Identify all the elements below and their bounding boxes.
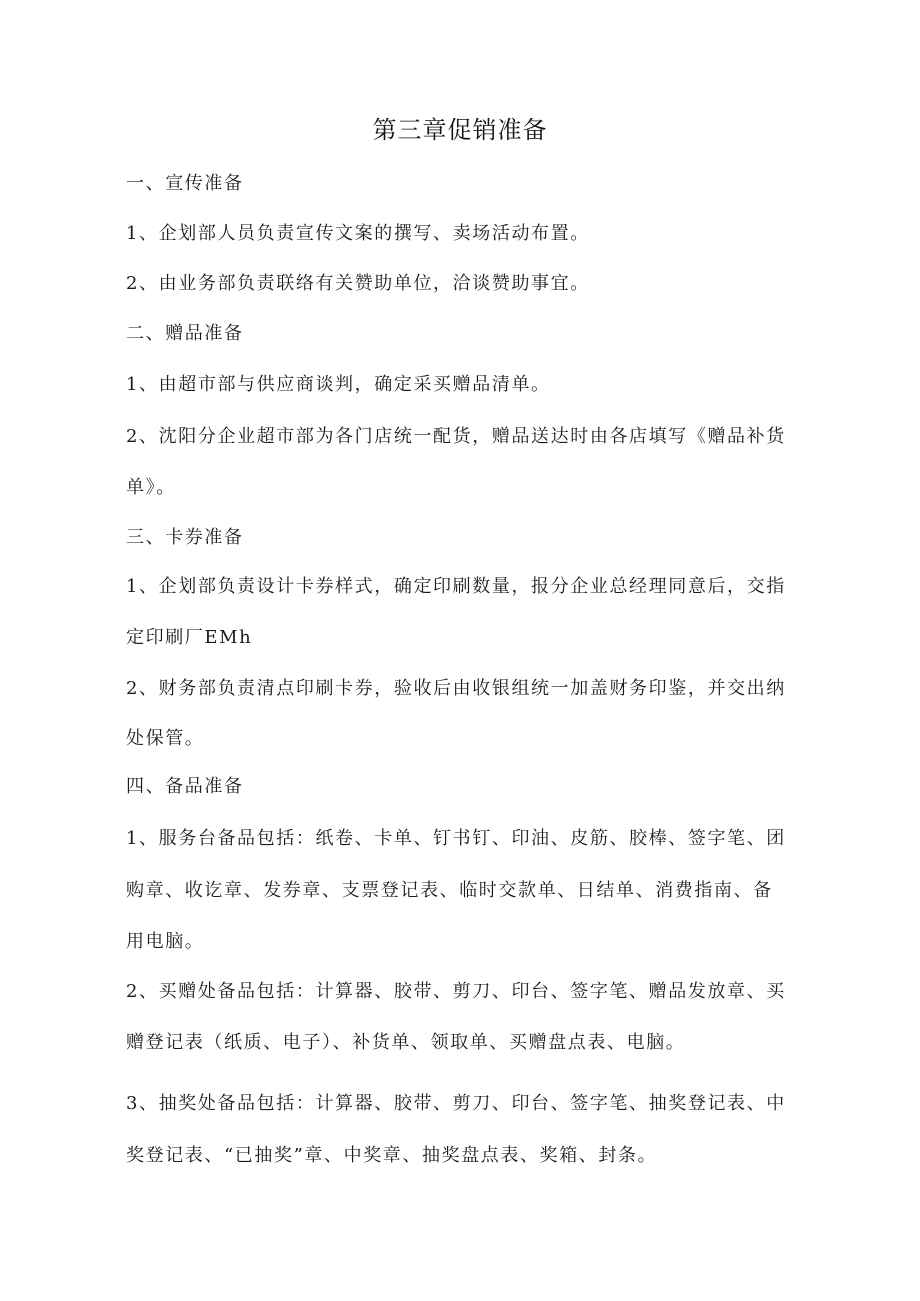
- paragraph-line: 2、买赠处备品包括：计算器、胶带、剪刀、印台、签字笔、赠品发放章、买: [126, 981, 786, 1002]
- paragraph-line: 2、由业务部负责联络有关赞助单位，洽谈赞助事宜。: [126, 273, 590, 294]
- paragraph-line: 单》。: [126, 477, 176, 498]
- paragraph-line: 奖登记表、“已抽奖”章、中奖章、抽奖盘点表、奖箱、封条。: [126, 1145, 658, 1166]
- paragraph-line: 2、沈阳分企业超市部为各门店统一配货，赠品送达时由各店填写《赠品补货: [126, 426, 786, 447]
- page-title: 第三章促销准备: [372, 116, 548, 144]
- paragraph-line: 用电脑。: [126, 931, 205, 952]
- paragraph-line: 购章、收讫章、发券章、支票登记表、临时交款单、日结单、消费指南、备: [126, 880, 773, 901]
- paragraph-line: 赠登记表（纸质、电子）、补货单、领取单、买赠盘点表、电脑。: [126, 1032, 686, 1053]
- paragraph-line: 1、企划部负责设计卡券样式，确定印刷数量，报分企业总经理同意后，交指: [126, 576, 786, 597]
- paragraph-line: 定印刷厂EMh: [126, 627, 253, 648]
- paragraph-line: 处保管。: [126, 728, 205, 749]
- paragraph-line: 1、由超市部与供应商谈判，确定采买赠品清单。: [126, 374, 551, 395]
- paragraph-line: 2、财务部负责清点印刷卡券，验收后由收银组统一加盖财务印鉴，并交出纳: [126, 678, 786, 699]
- section-heading: 四、备品准备: [126, 776, 244, 797]
- section-heading: 二、赠品准备: [126, 323, 244, 344]
- paragraph-line: 1、服务台备品包括：纸卷、卡单、钉书钉、印油、皮筋、胶棒、签字笔、团: [126, 828, 786, 849]
- section-heading: 一、宣传准备: [126, 173, 244, 194]
- paragraph-line: 1、企划部人员负责宣传文案的撰写、卖场活动布置。: [126, 223, 590, 244]
- paragraph-line: 3、抽奖处备品包括：计算器、胶带、剪刀、印台、签字笔、抽奖登记表、中: [126, 1093, 786, 1114]
- section-heading: 三、卡券准备: [126, 527, 244, 548]
